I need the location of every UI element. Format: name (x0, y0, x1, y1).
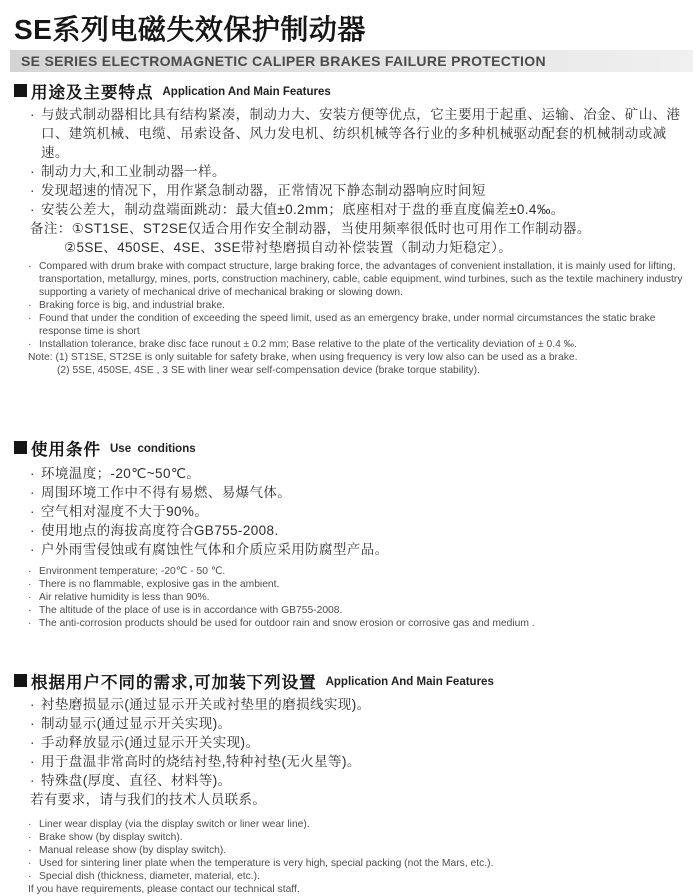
list-item (30, 771, 690, 790)
list-item (30, 790, 690, 809)
bullet-dot-icon: · (28, 300, 32, 311)
section-square-icon (14, 84, 27, 97)
bullet-dot-icon: · (30, 183, 35, 198)
bullet-dot-icon: · (28, 819, 32, 830)
list-item-text: ②5SE、450SE、4SE、3SE带衬垫磨损自动补偿装置（制动力矩稳定）。 (64, 240, 513, 255)
list-item-text: Brake show (by display switch). (39, 832, 183, 843)
section-header (14, 671, 690, 690)
list-item (28, 338, 690, 351)
list-item-text: Compared with drum brake with compact structure, large braking force, the advantages of convenient installation, it is mainly used for lifting, transportation, metallurgy, mines, ports, construction machinery, cable, cable equipment, wind turbines, such as the textile machinery industry supporting a variety of mechanical drive of mechanical braking or slowing down. (39, 261, 683, 298)
list-item (30, 521, 690, 540)
list-item-text: There is no flammable, explosive gas in the ambient. (39, 579, 280, 590)
list-item (28, 617, 690, 630)
list-item-text: 制动力大,和工业制动器一样。 (41, 164, 226, 179)
list-item (28, 299, 690, 312)
list-item-text: 环境温度；-20℃~50℃。 (41, 466, 201, 481)
section-header (14, 81, 690, 100)
list-item-text: Note: (1) ST1SE, ST2SE is only suitable for safety brake, when using frequency is very low also can be used as a brake. (28, 352, 578, 363)
page-subtitle-bar (10, 50, 693, 72)
list-item-text: Environment temperature; -20℃ - 50 ℃. (39, 566, 226, 577)
list-item-text: Liner wear display (via the display switch or liner wear line). (39, 819, 310, 830)
list-item-text: 与鼓式制动器相比具有结构紧凑，制动力大、安装方便等优点，它主要用于起重、运输、冶金、矿山、港口、建筑机械、电缆、吊索设备、风力发电机、纺织机械等各行业的多种机械驱动配套的机械制动或减速。 (41, 107, 681, 160)
list-item (28, 351, 690, 364)
list-item-text: 安装公差大，制动盘端面跳动：最大值±0.2mm；底座相对于盘的垂直度偏差±0.4‰。 (41, 202, 565, 217)
section-title-zh: 使用条件 (31, 440, 101, 459)
list-item-text: 空气相对湿度不大于90%。 (41, 504, 209, 519)
page-title: SE系列电磁失效保护制动器 (14, 14, 366, 45)
list-item-text: Special dish (thickness, diameter, material, etc.). (39, 871, 260, 882)
list-item-text: The altitude of the place of use is in accordance with GB755-2008. (39, 605, 343, 616)
list-item-text: 户外雨雪侵蚀或有腐蚀性气体和介质应采用防腐型产品。 (41, 542, 389, 557)
list-item (28, 870, 690, 883)
list-item (28, 831, 690, 844)
section-title-zh: 用途及主要特点 (31, 83, 154, 102)
list-item (30, 695, 690, 714)
list-item (28, 364, 690, 377)
bullet-dot-icon: · (28, 871, 32, 882)
bullet-dot-icon: · (30, 466, 35, 481)
list-item (30, 733, 690, 752)
list-item (30, 502, 690, 521)
bullet-dot-icon: · (28, 592, 32, 603)
bullet-dot-icon: · (30, 697, 35, 712)
list-item-text: (2) 5SE, 450SE, 4SE , 3 SE with liner wear self-compensation device (brake torque stability). (57, 365, 480, 376)
list-item (30, 238, 690, 257)
list-item-text: The anti-corrosion products should be used for outdoor rain and snow erosion or corrosive gas and medium . (39, 618, 535, 629)
en-bullet-list (28, 260, 690, 377)
bullet-dot-icon: · (30, 542, 35, 557)
zh-bullet-list (30, 464, 690, 559)
list-item-text: 衬垫磨损显示(通过显示开关或衬垫里的磨损线实现)。 (41, 697, 371, 712)
list-item (28, 857, 690, 870)
list-item (30, 162, 690, 181)
zh-bullet-list (30, 105, 690, 257)
bullet-dot-icon: · (28, 618, 32, 629)
section-application-features (14, 81, 690, 377)
list-item-text: Used for sintering liner plate when the temperature is very high, special packing (not the Mars, etc.). (39, 858, 494, 869)
bullet-dot-icon: · (30, 164, 35, 179)
list-item-text: 使用地点的海拔高度符合GB755-2008. (41, 523, 279, 538)
list-item (30, 714, 690, 733)
bullet-dot-icon: · (28, 566, 32, 577)
list-item (30, 200, 690, 219)
bullet-dot-icon: · (30, 716, 35, 731)
list-item-text: Air relative humidity is less than 90%. (39, 592, 210, 603)
list-item-text: 用于盘温非常高时的烧结衬垫,特种衬垫(无火星等)。 (41, 754, 361, 769)
en-bullet-list (28, 818, 690, 896)
page-subtitle: SE SERIES ELECTROMAGNETIC CALIPER BRAKES FAILURE PROTECTION (21, 53, 546, 69)
bullet-dot-icon: · (28, 339, 32, 350)
list-item (30, 464, 690, 483)
bullet-dot-icon: · (30, 107, 35, 122)
bullet-dot-icon: · (28, 313, 32, 324)
list-item (28, 844, 690, 857)
list-item (28, 883, 690, 896)
bullet-dot-icon: · (30, 523, 35, 538)
list-item (30, 181, 690, 200)
list-item (28, 565, 690, 578)
list-item (28, 312, 690, 338)
bullet-dot-icon: · (30, 202, 35, 217)
list-item (28, 818, 690, 831)
list-item-text: 若有要求，请与我们的技术人员联系。 (30, 792, 267, 807)
bullet-dot-icon: · (28, 261, 32, 272)
bullet-dot-icon: · (30, 735, 35, 750)
zh-bullet-list (30, 695, 690, 809)
list-item-text: Manual release show (by display switch). (39, 845, 227, 856)
en-bullet-list (28, 565, 690, 630)
list-item-text: Found that under the condition of exceeding the speed limit, used as an emergency brake, under normal circumstances the static brake response time is short (39, 313, 656, 337)
bullet-dot-icon: · (28, 858, 32, 869)
section-header (14, 438, 690, 457)
bullet-dot-icon: · (28, 579, 32, 590)
list-item-text: 手动释放显示(通过显示开关实现)。 (41, 735, 260, 750)
list-item (30, 219, 690, 238)
bullet-dot-icon: · (30, 485, 35, 500)
list-item-text: Installation tolerance, brake disc face runout ± 0.2 mm; Base relative to the plate of the verticality deviation of ± 0.4 ‰. (39, 339, 577, 350)
list-item-text: 周围环境工作中不得有易燃、易爆气体。 (41, 485, 292, 500)
bullet-dot-icon: · (30, 754, 35, 769)
bullet-dot-icon: · (28, 605, 32, 616)
section-use-conditions (14, 438, 690, 630)
list-item-text: If you have requirements, please contact our technical staff. (28, 884, 300, 895)
bullet-dot-icon: · (28, 832, 32, 843)
section-optional-settings (14, 671, 690, 896)
section-title-zh: 根据用户不同的需求,可加装下列设置 (31, 673, 317, 692)
list-item (30, 752, 690, 771)
list-item-text: 特殊盘(厚度、直径、材料等)。 (41, 773, 232, 788)
section-title-en: Use conditions (110, 442, 196, 455)
list-item-text: 制动显示(通过显示开关实现)。 (41, 716, 232, 731)
list-item-text: 备注：①ST1SE、ST2SE仅适合用作安全制动器，当使用频率很低时也可用作工作制动器。 (30, 221, 591, 236)
list-item-text: Braking force is big, and industrial brake. (39, 300, 226, 311)
list-item (28, 260, 690, 299)
section-square-icon (14, 674, 27, 687)
section-title-en: Application And Main Features (325, 675, 494, 688)
list-item-text: 发现超速的情况下，用作紧急制动器，正常情况下静态制动器响应时间短 (41, 183, 486, 198)
list-item (30, 483, 690, 502)
list-item (30, 540, 690, 559)
list-item (28, 604, 690, 617)
bullet-dot-icon: · (30, 773, 35, 788)
list-item (28, 591, 690, 604)
bullet-dot-icon: · (30, 504, 35, 519)
section-square-icon (14, 441, 27, 454)
list-item (28, 578, 690, 591)
bullet-dot-icon: · (28, 845, 32, 856)
list-item (30, 105, 690, 162)
section-title-en: Application And Main Features (162, 85, 331, 98)
